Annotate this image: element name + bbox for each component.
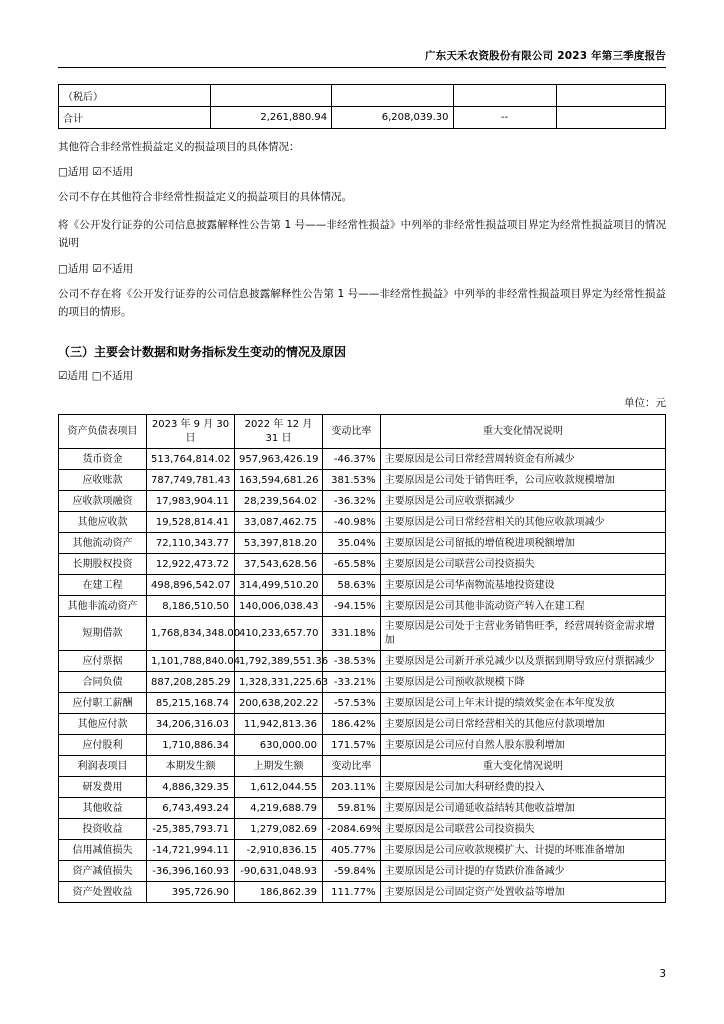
row-item: 应付职工薪酬	[59, 693, 147, 714]
row-description: 主要原因是公司通延收益结转其他收益增加	[380, 798, 665, 819]
row-value-3: --	[453, 107, 556, 129]
row-value-1: 2,261,880.94	[210, 107, 331, 129]
header-title: 广东天禾农资股份有限公司 2023 年第三季度报告	[424, 50, 666, 62]
row-previous-value: 314,499,510.20	[235, 575, 323, 596]
row-description: 主要原因是公司计提的存货跌价准备减少	[380, 861, 665, 882]
table-row	[59, 798, 666, 819]
column-header: 2023 年 9 月 30 日	[147, 415, 235, 449]
page-header	[58, 0, 666, 63]
row-value-2: 6,208,039.30	[332, 107, 453, 129]
row-change-rate: 405.77%	[323, 840, 381, 861]
row-description: 主要原因是公司应收票据减少	[380, 491, 665, 512]
table-row	[59, 672, 666, 693]
table-row	[59, 819, 666, 840]
row-current-value: 1,768,834,348.00	[147, 617, 235, 651]
row-description: 主要原因是公司日常经营相关的其他应收款项减少	[380, 512, 665, 533]
row-label: （税后）	[59, 85, 211, 107]
table-header-income	[59, 756, 666, 777]
row-change-rate: -40.98%	[323, 512, 381, 533]
row-current-value: 513,764,814.02	[147, 449, 235, 470]
row-change-rate: -33.21%	[323, 672, 381, 693]
row-previous-value: 1,792,389,551.36	[235, 651, 323, 672]
row-value-2	[332, 85, 453, 107]
row-item: 投资收益	[59, 819, 147, 840]
column-header: 上期发生额	[235, 756, 323, 777]
row-previous-value: 163,594,681.26	[235, 470, 323, 491]
table-row	[59, 107, 666, 129]
row-item: 在建工程	[59, 575, 147, 596]
row-item: 应收款项融资	[59, 491, 147, 512]
row-previous-value: 140,006,038.43	[235, 596, 323, 617]
row-previous-value: 1,279,082.69	[235, 819, 323, 840]
table-row	[59, 575, 666, 596]
column-header: 变动比率	[323, 415, 381, 449]
row-current-value: 395,726.90	[147, 882, 235, 903]
row-description: 主要原因是公司预收款规模下降	[380, 672, 665, 693]
row-change-rate: 171.57%	[323, 735, 381, 756]
row-item: 应付股利	[59, 735, 147, 756]
column-header: 本期发生额	[147, 756, 235, 777]
row-previous-value: -90,631,048.93	[235, 861, 323, 882]
row-description: 主要原因是公司日常经营相关的其他应付款项增加	[380, 714, 665, 735]
row-previous-value: 957,963,426.19	[235, 449, 323, 470]
row-current-value: 8,186,510.50	[147, 596, 235, 617]
row-current-value: 12,922,473.72	[147, 554, 235, 575]
row-item: 应收账款	[59, 470, 147, 491]
row-current-value: 498,896,542.07	[147, 575, 235, 596]
table-row	[59, 693, 666, 714]
row-value-4	[556, 85, 665, 107]
row-description: 主要原因是公司联营公司投资损失	[380, 819, 665, 840]
row-description: 主要原因是公司应收款规模扩大、计提的坏账准备增加	[380, 840, 665, 861]
paragraph-reclass-note: 将《公开发行证券的公司信息披露解释性公告第 1 号——非经常性损益》中列举的非经常性损益项目界定为经常性损益项目的情况说明	[58, 218, 666, 250]
row-description: 主要原因是公司日常经营周转资金有所减少	[380, 449, 665, 470]
row-value-1	[210, 85, 331, 107]
row-description: 主要原因是公司上年末计提的绩效奖金在本年度发放	[380, 693, 665, 714]
row-item: 其他流动资产	[59, 533, 147, 554]
table-row	[59, 85, 666, 107]
row-previous-value: 200,638,202.22	[235, 693, 323, 714]
row-current-value: -25,385,793.71	[147, 819, 235, 840]
table-row	[59, 651, 666, 672]
table-row	[59, 596, 666, 617]
table-row	[59, 617, 666, 651]
row-item: 合同负债	[59, 672, 147, 693]
row-value-3	[453, 85, 556, 107]
row-item: 其他应付款	[59, 714, 147, 735]
row-change-rate: 111.77%	[323, 882, 381, 903]
page-number: 3	[659, 968, 666, 980]
tax-total-table	[58, 84, 666, 129]
table-header-balance	[59, 415, 666, 449]
paragraph-no-reclass: 公司不存在将《公开发行证券的公司信息披露解释性公告第 1 号——非经常性损益》中列举的非经常性损益项目界定为经常性损益的项目的情形。	[58, 287, 666, 318]
row-description: 主要原因是公司应付自然人股东股利增加	[380, 735, 665, 756]
row-previous-value: 4,219,688.79	[235, 798, 323, 819]
table-row	[59, 470, 666, 491]
table-row	[59, 777, 666, 798]
row-current-value: 72,110,343.77	[147, 533, 235, 554]
row-description: 主要原因是公司联营公司投资损失	[380, 554, 665, 575]
section-title: （三）主要会计数据和财务指标发生变动的情况及原因	[58, 345, 347, 360]
row-current-value: 85,215,168.74	[147, 693, 235, 714]
row-description: 主要原因是公司其他非流动资产转入在建工程	[380, 596, 665, 617]
row-change-rate: -59.84%	[323, 861, 381, 882]
row-item: 资产减值损失	[59, 861, 147, 882]
row-current-value: -14,721,994.11	[147, 840, 235, 861]
row-current-value: 34,206,316.03	[147, 714, 235, 735]
row-change-rate: -2084.69%	[323, 819, 381, 840]
paragraph-other-items: 其他符合非经常性损益定义的损益项目的具体情况：	[58, 141, 300, 153]
unit-label: 单位：元	[624, 397, 666, 410]
row-description: 主要原因是公司处于销售旺季，公司应收款规模增加	[380, 470, 665, 491]
row-previous-value: 53,397,818.20	[235, 533, 323, 554]
row-change-rate: 381.53%	[323, 470, 381, 491]
row-description: 主要原因是公司加大科研经费的投入	[380, 777, 665, 798]
row-value-4	[556, 107, 665, 129]
row-item: 其他应收款	[59, 512, 147, 533]
table-row	[59, 882, 666, 903]
row-description: 主要原因是公司新开承兑减少以及票据到期导致应付票据减少	[380, 651, 665, 672]
row-item: 研发费用	[59, 777, 147, 798]
checkbox-line-3[interactable]: ☑适用 □不适用	[58, 370, 134, 383]
row-change-rate: 186.42%	[323, 714, 381, 735]
row-previous-value: -2,910,836.15	[235, 840, 323, 861]
row-description: 主要原因是公司固定资产处置收益等增加	[380, 882, 665, 903]
table-row	[59, 714, 666, 735]
row-change-rate: 331.18%	[323, 617, 381, 651]
table-row	[59, 533, 666, 554]
row-description: 主要原因是公司留抵的增值税进项税额增加	[380, 533, 665, 554]
row-change-rate: -46.37%	[323, 449, 381, 470]
column-header: 利润表项目	[59, 756, 147, 777]
row-previous-value: 33,087,462.75	[235, 512, 323, 533]
table-row	[59, 861, 666, 882]
row-current-value: 1,710,886.34	[147, 735, 235, 756]
row-item: 其他收益	[59, 798, 147, 819]
row-item: 应付票据	[59, 651, 147, 672]
row-item: 短期借款	[59, 617, 147, 651]
checkbox-line-2[interactable]: □适用 ☑不适用	[58, 262, 134, 275]
row-change-rate: -57.53%	[323, 693, 381, 714]
table-row	[59, 512, 666, 533]
row-item: 长期股权投资	[59, 554, 147, 575]
column-header: 重大变化情况说明	[380, 756, 665, 777]
row-label: 合计	[59, 107, 211, 129]
row-item: 其他非流动资产	[59, 596, 147, 617]
row-current-value: 787,749,781.43	[147, 470, 235, 491]
row-description: 主要原因是公司处于主营业务销售旺季，经营周转资金需求增加	[380, 617, 665, 651]
column-header: 重大变化情况说明	[380, 415, 665, 449]
row-change-rate: -36.32%	[323, 491, 381, 512]
table-row	[59, 735, 666, 756]
row-current-value: 6,743,493.24	[147, 798, 235, 819]
table-row	[59, 554, 666, 575]
table-row	[59, 840, 666, 861]
row-current-value: 1,101,788,840.04	[147, 651, 235, 672]
row-change-rate: 35.04%	[323, 533, 381, 554]
row-change-rate: -38.53%	[323, 651, 381, 672]
row-previous-value: 410,233,657.70	[235, 617, 323, 651]
header-divider	[58, 67, 666, 68]
row-change-rate: -94.15%	[323, 596, 381, 617]
row-previous-value: 11,942,813.36	[235, 714, 323, 735]
paragraph-no-other-items: 公司不存在其他符合非经常性损益定义的损益项目的具体情况。	[58, 191, 352, 204]
row-item: 资产处置收益	[59, 882, 147, 903]
table-row	[59, 491, 666, 512]
row-previous-value: 28,239,564.02	[235, 491, 323, 512]
row-change-rate: 203.11%	[323, 777, 381, 798]
row-current-value: -36,396,160.93	[147, 861, 235, 882]
column-header: 变动比率	[323, 756, 381, 777]
row-change-rate: 59.81%	[323, 798, 381, 819]
row-change-rate: -65.58%	[323, 554, 381, 575]
checkbox-line-1[interactable]: □适用 ☑不适用	[58, 166, 134, 179]
row-previous-value: 1,328,331,225.63	[235, 672, 323, 693]
row-previous-value: 1,612,044.55	[235, 777, 323, 798]
row-item: 货币资金	[59, 449, 147, 470]
table-row	[59, 449, 666, 470]
row-change-rate: 58.63%	[323, 575, 381, 596]
row-current-value: 19,528,814.41	[147, 512, 235, 533]
row-previous-value: 37,543,628.56	[235, 554, 323, 575]
row-current-value: 4,886,329.35	[147, 777, 235, 798]
column-header: 2022 年 12 月 31 日	[235, 415, 323, 449]
row-description: 主要原因是公司华南物流基地投资建设	[380, 575, 665, 596]
row-current-value: 17,983,904.11	[147, 491, 235, 512]
row-item: 信用减值损失	[59, 840, 147, 861]
row-previous-value: 186,862.39	[235, 882, 323, 903]
financial-changes-table	[58, 414, 666, 903]
column-header: 资产负债表项目	[59, 415, 147, 449]
row-current-value: 887,208,285.29	[147, 672, 235, 693]
row-previous-value: 630,000.00	[235, 735, 323, 756]
